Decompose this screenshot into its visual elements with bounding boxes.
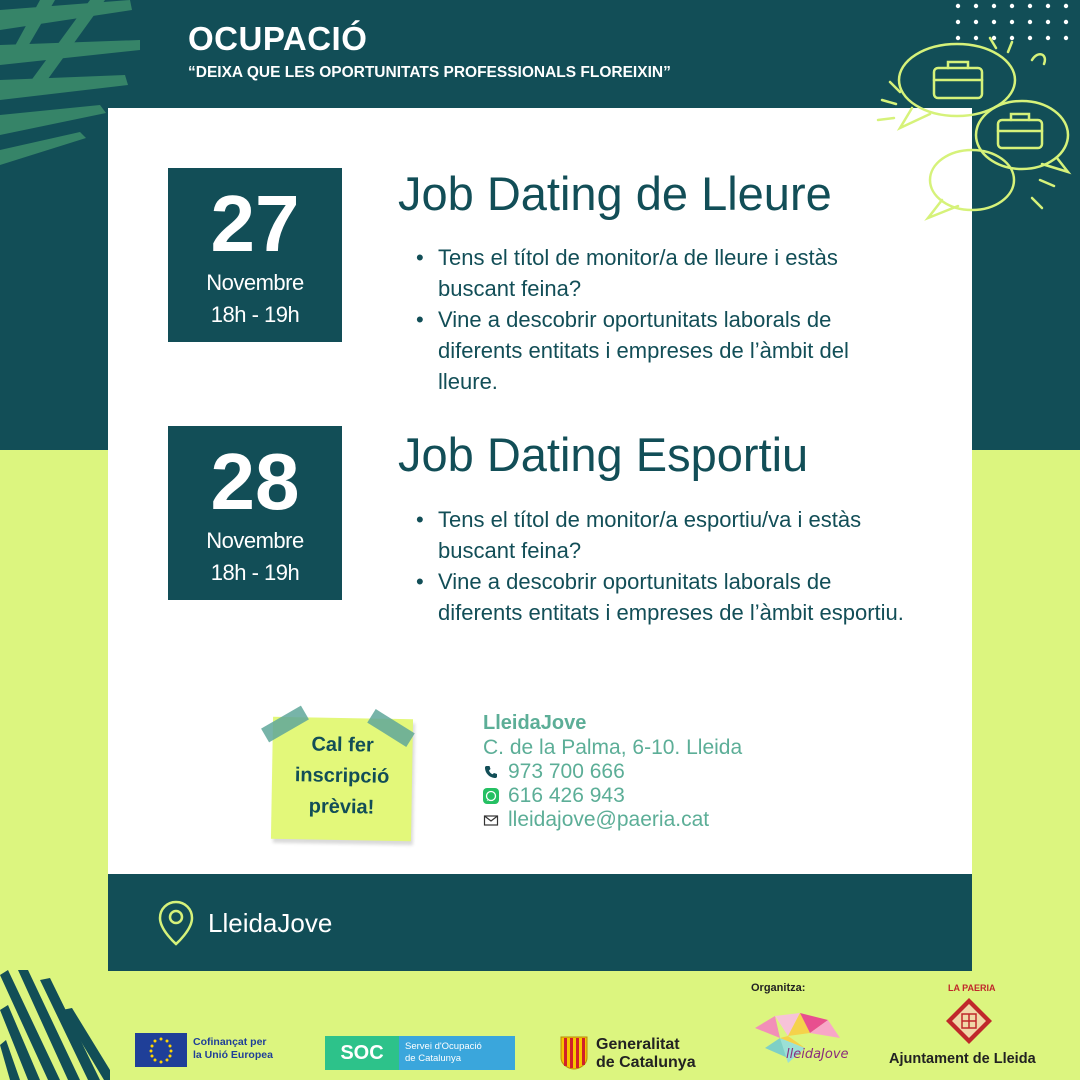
paeria-emblem-logo — [944, 996, 994, 1046]
contact-whatsapp-row[interactable] — [483, 784, 625, 808]
contact-phone-row[interactable] — [483, 760, 625, 784]
contact-phone: 973 700 666 — [508, 760, 625, 783]
event-time: 18h - 19h — [210, 560, 300, 585]
whatsapp-icon — [483, 788, 499, 804]
contact-name: LleidaJove — [483, 712, 587, 734]
event-month: Novembre — [206, 270, 304, 295]
note-line: Cal fer — [311, 733, 374, 757]
note-line: inscripció — [294, 764, 390, 788]
eu-flag-logo — [135, 1033, 187, 1067]
event-bullets-esportiu — [438, 504, 908, 628]
lleidajove-logo — [750, 1008, 850, 1074]
header-subtitle: “DEIXA QUE LES OPORTUNITATS PROFESSIONALS FLOREIXIN” — [188, 64, 671, 81]
header-title: OCUPACIÓ — [188, 20, 368, 57]
note-line: prèvia! — [308, 795, 375, 819]
paeria-logo-text: Ajuntament de Lleida — [889, 1051, 1036, 1067]
event-day: 27 — [210, 179, 300, 268]
event-bullet: • Vine a descobrir oportunitats laborals de diferents entitats i empreses de l’àmbit del lleure. — [438, 304, 908, 397]
location-pin-icon — [158, 900, 194, 946]
footer-location-text: LleidaJove — [208, 907, 333, 938]
soc-logo-sub — [399, 1036, 482, 1070]
event-title-esportiu: Job Dating Esportiu — [398, 428, 809, 481]
date-box-event-2 — [168, 426, 342, 600]
event-title-lleure: Job Dating de Lleure — [398, 167, 832, 220]
event-bullet: • Vine a descobrir oportunitats laborals de diferents entitats i empreses de l’àmbit esportiu. — [438, 566, 908, 628]
contact-address: C. de la Palma, 6-10. Lleida — [483, 736, 743, 759]
footer-location[interactable] — [158, 900, 332, 946]
date-box-event-1 — [168, 168, 342, 342]
generalitat-logo-text — [596, 1036, 696, 1072]
eu-text-line: Cofinançat per — [193, 1036, 267, 1048]
soc-text-line: Servei d'Ocupació — [405, 1041, 482, 1052]
event-time: 18h - 19h — [210, 302, 300, 327]
event-bullet: • Tens el títol de monitor/a de lleure i estàs buscant feina? — [438, 242, 908, 304]
phone-icon — [483, 764, 499, 780]
eu-logo-text — [193, 1036, 273, 1062]
soc-logo — [325, 1036, 515, 1070]
paeria-top-label: LA PAERIA — [948, 983, 996, 993]
soc-logo-main: SOC — [325, 1036, 399, 1070]
lleidajove-logo-text: lleidaJove — [786, 1047, 849, 1062]
briefcase-bubbles-illustration — [872, 30, 1072, 230]
rays-decoration-bottom-left — [0, 970, 110, 1080]
contact-whatsapp: 616 426 943 — [508, 784, 625, 807]
eu-text-line: la Unió Europea — [193, 1049, 273, 1061]
contact-email-row[interactable] — [483, 808, 709, 832]
event-month: Novembre — [206, 528, 304, 553]
event-bullet: • Tens el títol de monitor/a esportiu/va i estàs buscant feina? — [438, 504, 908, 566]
gen-text-line: de Catalunya — [596, 1054, 696, 1071]
envelope-icon — [483, 812, 499, 828]
gen-text-line: Generalitat — [596, 1036, 680, 1053]
event-day: 28 — [210, 437, 300, 526]
soc-text-line: de Catalunya — [405, 1053, 461, 1064]
event-bullets-lleure — [438, 242, 908, 397]
contact-email: lleidajove@paeria.cat — [508, 808, 710, 831]
organitza-label: Organitza: — [751, 982, 806, 994]
sticky-note-text — [271, 729, 413, 824]
generalitat-shield-logo — [560, 1036, 588, 1070]
